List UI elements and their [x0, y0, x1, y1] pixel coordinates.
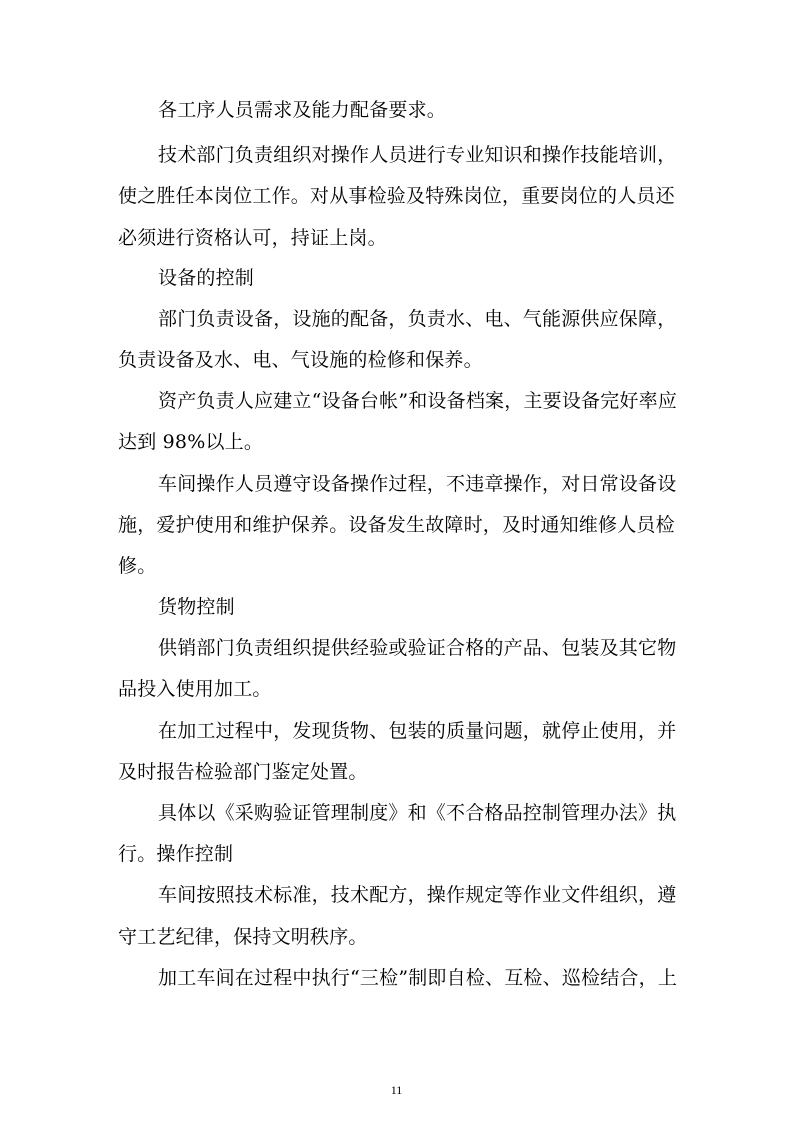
text-line-9: 达到 98%以上。	[118, 431, 264, 453]
text-line-14: 供销部门负责组织提供经验或验证合格的产品、包装及其它物	[158, 637, 677, 659]
text-line-22: 加工车间在过程中执行“三检”制即自检、互检、巡检结合，上	[158, 967, 678, 989]
text-line-8: 资产负责人应建立“设备台帐”和设备档案，主要设备完好率应	[158, 390, 678, 412]
text-line-17: 及时报告检验部门鉴定处置。	[118, 761, 368, 783]
section-heading-goods: 货物控制	[158, 596, 235, 618]
text-line-10: 车间操作人员遵守设备操作过程，不违章操作，对日常设备设	[158, 473, 677, 495]
page-number: 11	[390, 1083, 403, 1097]
text-line-16: 在加工过程中，发现货物、包装的质量问题，就停止使用，并	[158, 720, 677, 742]
text-line-18: 具体以《采购验证管理制度》和《不合格品控制管理办法》执	[158, 802, 677, 824]
text-line-1: 各工序人员需求及能力配备要求。	[158, 99, 447, 121]
text-line-12: 修。	[118, 555, 157, 577]
text-line-20: 车间按照技术标准，技术配方，操作规定等作业文件组织，遵	[158, 884, 677, 906]
text-line-7: 负责设备及水、电、气设施的检修和保养。	[118, 349, 483, 371]
text-line-3: 使之胜任本岗位工作。对从事检验及特殊岗位，重要岗位的人员还	[118, 185, 675, 207]
text-line-15: 品投入使用加工。	[118, 678, 272, 700]
text-line-2: 技术部门负责组织对操作人员进行专业知识和操作技能培训，	[158, 144, 677, 166]
text-line-6: 部门负责设备，设施的配备，负责水、电、气能源供应保障，	[158, 308, 677, 330]
text-line-4: 必须进行资格认可，持证上岗。	[118, 227, 387, 249]
section-heading-equipment: 设备的控制	[158, 267, 255, 289]
text-line-21: 守工艺纪律，保持文明秩序。	[118, 926, 368, 948]
text-line-11: 施，爱护使用和维护保养。设备发生故障时，及时通知维修人员检	[118, 514, 675, 536]
text-line-19: 行。操作控制	[118, 843, 234, 865]
